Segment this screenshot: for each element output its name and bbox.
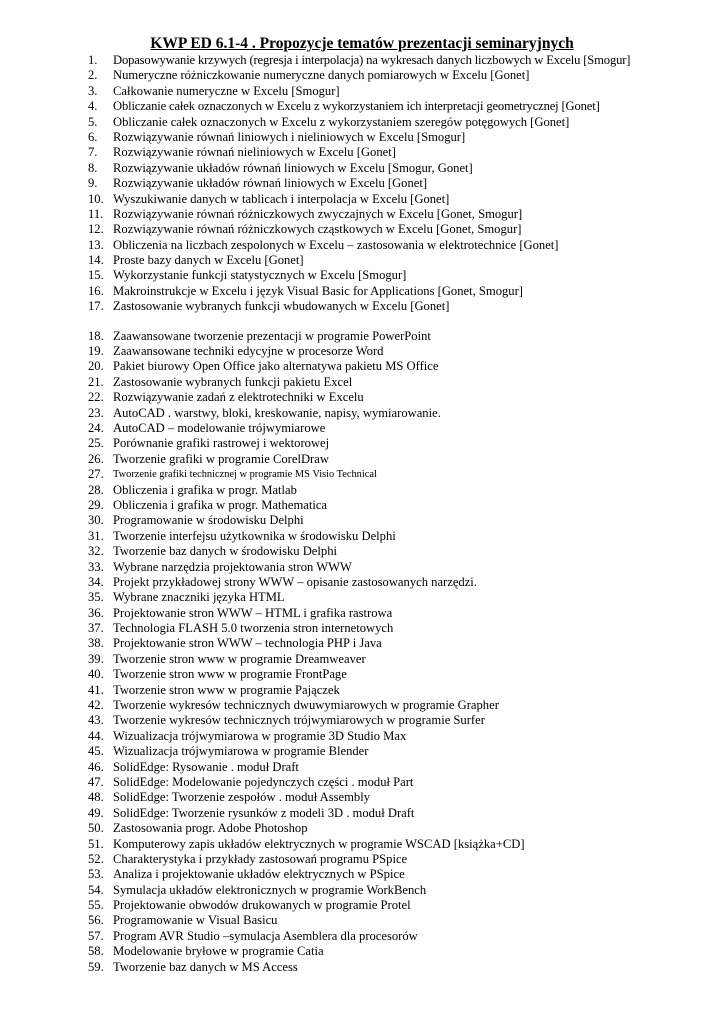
topic-text: Wybrane znaczniki języka HTML xyxy=(113,590,285,605)
topic-item xyxy=(0,790,724,805)
document-title-text: KWP ED 6.1-4 . Propozycje tematów prezentacji seminaryjnych xyxy=(150,35,574,52)
topic-text: Tworzenie interfejsu użytkownika w środowisku Delphi xyxy=(113,528,396,543)
topic-text: Rozwiązywanie układów równań liniowych w Excelu [Smogur, Gonet] xyxy=(113,160,473,175)
topic-number: 28. xyxy=(88,482,104,497)
topic-item xyxy=(0,760,724,775)
topic-item xyxy=(0,344,724,359)
topic-text: Tworzenie wykresów technicznych trójwymiarowych w programie Surfer xyxy=(113,713,485,728)
topic-item xyxy=(0,544,724,559)
topic-item xyxy=(0,775,724,790)
topic-number: 23. xyxy=(88,405,104,420)
topic-text: Proste bazy danych w Excelu [Gonet] xyxy=(113,253,304,268)
topic-text: Tworzenie stron www w programie Dreamweaver xyxy=(113,651,366,666)
topic-number: 51. xyxy=(88,836,104,851)
topic-number: 3. xyxy=(88,83,98,98)
topic-text: Zaawansowane tworzenie prezentacji w programie PowerPoint xyxy=(113,328,431,343)
topic-text: Programowanie w środowisku Delphi xyxy=(113,513,304,528)
topic-item xyxy=(0,207,724,222)
topic-number: 50. xyxy=(88,821,104,836)
topic-item xyxy=(0,161,724,176)
topic-item xyxy=(0,590,724,605)
topic-number: 38. xyxy=(88,636,104,651)
topic-item xyxy=(0,529,724,544)
topic-text: Komputerowy zapis układów elektrycznych w programie WSCAD [książka+CD] xyxy=(113,836,525,851)
topic-number: 11. xyxy=(88,206,104,221)
topic-number: 2. xyxy=(88,68,98,83)
topic-text: Zastosowanie wybranych funkcji wbudowanych w Excelu [Gonet] xyxy=(113,299,450,314)
topic-item xyxy=(0,406,724,421)
topic-number: 16. xyxy=(88,283,104,298)
topic-text: Dopasowywanie krzywych (regresja i interpolacja) na wykresach danych liczbowych w Excelu [Smogur] xyxy=(113,53,631,67)
topic-text: Projekt przykładowej strony WWW – opisanie zastosowanych narzędzi. xyxy=(113,574,477,589)
topic-item xyxy=(0,852,724,867)
topic-number: 52. xyxy=(88,851,104,866)
topic-text: Symulacja układów elektronicznych w programie WorkBench xyxy=(113,882,427,897)
topic-number: 7. xyxy=(88,145,98,160)
topic-text: Technologia FLASH 5.0 tworzenia stron internetowych xyxy=(113,621,394,636)
topic-item xyxy=(0,929,724,944)
topic-text: Analiza i projektowanie układów elektrycznych w PSpice xyxy=(113,867,405,882)
topic-text: Numeryczne różniczkowanie numeryczne danych pomiarowych w Excelu [Gonet] xyxy=(113,68,530,83)
topic-item xyxy=(0,115,724,130)
topic-text: Tworzenie stron www w programie FrontPage xyxy=(113,667,347,682)
topic-text: Charakterystyka i przykłady zastosowań programu PSpice xyxy=(113,851,408,866)
topic-text: Tworzenie grafiki w programie CorelDraw xyxy=(113,451,329,466)
topic-item xyxy=(0,513,724,528)
topic-text: Wizualizacja trójwymiarowa w programie Blender xyxy=(113,744,369,759)
topic-text: Rozwiązywanie zadań z elektrotechniki w Excelu xyxy=(113,390,364,405)
topic-number: 24. xyxy=(88,420,104,435)
topic-number: 41. xyxy=(88,682,104,697)
topic-item xyxy=(0,944,724,959)
topic-number: 12. xyxy=(88,222,104,237)
topic-text: Rozwiązywanie równań różniczkowych zwyczajnych w Excelu [Gonet, Smogur] xyxy=(113,206,523,221)
topic-text: Tworzenie wykresów technicznych dwuwymiarowych w programie Grapher xyxy=(113,698,499,713)
document-title xyxy=(0,34,724,53)
topic-item xyxy=(0,821,724,836)
topic-number: 20. xyxy=(88,359,104,374)
topic-number: 30. xyxy=(88,513,104,528)
topic-item xyxy=(0,883,724,898)
topic-number: 6. xyxy=(88,129,98,144)
topic-number: 26. xyxy=(88,451,104,466)
topic-number: 32. xyxy=(88,544,104,559)
topic-text: Tworzenie baz danych w MS Access xyxy=(113,959,298,974)
topic-number: 5. xyxy=(88,114,98,129)
topic-text: SolidEdge: Modelowanie pojedynczych części . moduł Part xyxy=(113,774,414,789)
topic-item xyxy=(0,606,724,621)
topic-number: 43. xyxy=(88,713,104,728)
topic-number: 19. xyxy=(88,344,104,359)
topic-text: Rozwiązywanie układów równań liniowych w Excelu [Gonet] xyxy=(113,176,428,191)
topic-number: 8. xyxy=(88,160,98,175)
topic-text: Projektowanie stron WWW – HTML i grafika rastrowa xyxy=(113,605,393,620)
topic-text: Tworzenie grafiki technicznej w programie MS Visio Technical xyxy=(113,469,377,481)
topic-item xyxy=(0,68,724,83)
topic-number: 44. xyxy=(88,728,104,743)
topic-number: 56. xyxy=(88,913,104,928)
topic-number: 29. xyxy=(88,497,104,512)
topic-number: 45. xyxy=(88,744,104,759)
topic-item xyxy=(0,483,724,498)
topic-item xyxy=(0,652,724,667)
topic-text: Obliczenia na liczbach zespolonych w Excelu – zastosowania w elektrotechnice [Gonet] xyxy=(113,237,559,252)
topic-number: 25. xyxy=(88,436,104,451)
topic-number: 46. xyxy=(88,759,104,774)
topic-number: 37. xyxy=(88,621,104,636)
topic-number: 57. xyxy=(88,928,104,943)
topic-number: 36. xyxy=(88,605,104,620)
topic-item xyxy=(0,467,724,482)
topic-number: 13. xyxy=(88,237,104,252)
topic-item xyxy=(0,421,724,436)
topic-text: Wykorzystanie funkcji statystycznych w Excelu [Smogur] xyxy=(113,268,407,283)
topic-text: Makroinstrukcje w Excelu i język Visual Basic for Applications [Gonet, Smogur] xyxy=(113,283,523,298)
topic-item xyxy=(0,299,724,314)
topic-number: 15. xyxy=(88,268,104,283)
topic-number: 22. xyxy=(88,390,104,405)
topic-number: 55. xyxy=(88,898,104,913)
topic-number: 4. xyxy=(88,99,98,114)
topic-item xyxy=(0,867,724,882)
topic-item xyxy=(0,560,724,575)
topic-item xyxy=(0,636,724,651)
topic-number: 17. xyxy=(88,299,104,314)
topic-text: Projektowanie obwodów drukowanych w programie Protel xyxy=(113,898,411,913)
topic-item xyxy=(0,683,724,698)
topic-item xyxy=(0,960,724,975)
topic-text: Rozwiązywanie równań różniczkowych cząstkowych w Excelu [Gonet, Smogur] xyxy=(113,222,522,237)
topic-item xyxy=(0,176,724,191)
topic-text: Projektowanie stron WWW – technologia PHP i Java xyxy=(113,636,382,651)
topic-text: Wyszukiwanie danych w tablicach i interpolacja w Excelu [Gonet] xyxy=(113,191,450,206)
topic-number: 21. xyxy=(88,374,104,389)
topic-text: Obliczenia i grafika w progr. Mathematica xyxy=(113,497,328,512)
topic-text: Wizualizacja trójwymiarowa w programie 3D Studio Max xyxy=(113,728,407,743)
topic-item xyxy=(0,53,724,68)
topic-item xyxy=(0,436,724,451)
topic-text: SolidEdge: Tworzenie rysunków z modeli 3D . moduł Draft xyxy=(113,805,415,820)
topic-number: 58. xyxy=(88,944,104,959)
topic-item xyxy=(0,913,724,928)
topic-number: 10. xyxy=(88,191,104,206)
topic-text: Obliczanie całek oznaczonych w Excelu z wykorzystaniem szeregów potęgowych [Gonet] xyxy=(113,114,570,129)
topic-item xyxy=(0,130,724,145)
topic-text: Zaawansowane techniki edycyjne w procesorze Word xyxy=(113,344,384,359)
topic-item xyxy=(0,84,724,99)
topic-item xyxy=(0,238,724,253)
topic-text: Całkowanie numeryczne w Excelu [Smogur] xyxy=(113,83,340,98)
topic-item xyxy=(0,192,724,207)
topic-text: Program AVR Studio –symulacja Asemblera dla procesorów xyxy=(113,928,418,943)
topic-number: 18. xyxy=(88,328,104,343)
topic-item xyxy=(0,575,724,590)
topic-text: AutoCAD – modelowanie trójwymiarowe xyxy=(113,420,326,435)
topic-item xyxy=(0,806,724,821)
topic-text: Rozwiązywanie równań liniowych i nieliniowych w Excelu [Smogur] xyxy=(113,129,466,144)
topic-item xyxy=(0,698,724,713)
topic-number: 49. xyxy=(88,805,104,820)
topic-item xyxy=(0,713,724,728)
topic-item xyxy=(0,621,724,636)
topic-item xyxy=(0,268,724,283)
topic-number: 35. xyxy=(88,590,104,605)
topic-number: 31. xyxy=(88,528,104,543)
topic-item xyxy=(0,837,724,852)
topic-number: 9. xyxy=(88,176,98,191)
topic-text: Obliczenia i grafika w progr. Matlab xyxy=(113,482,297,497)
topic-text: Modelowanie bryłowe w programie Catia xyxy=(113,944,324,959)
topic-number: 47. xyxy=(88,774,104,789)
topic-item xyxy=(0,145,724,160)
topic-number: 1. xyxy=(88,53,98,67)
topic-text: Tworzenie baz danych w środowisku Delphi xyxy=(113,544,337,559)
topic-number: 59. xyxy=(88,959,104,974)
topic-number: 27. xyxy=(88,467,104,482)
topic-text: Wybrane narzędzia projektowania stron WWW xyxy=(113,559,352,574)
topic-item xyxy=(0,898,724,913)
topic-text: SolidEdge: Rysowanie . moduł Draft xyxy=(113,759,299,774)
topic-item xyxy=(0,222,724,237)
topic-number: 53. xyxy=(88,867,104,882)
topic-text: Porównanie grafiki rastrowej i wektorowej xyxy=(113,436,330,451)
topic-number: 42. xyxy=(88,698,104,713)
topic-text: Zastosowanie wybranych funkcji pakietu Excel xyxy=(113,374,353,389)
topic-number: 39. xyxy=(88,651,104,666)
topic-item xyxy=(0,390,724,405)
topic-text: SolidEdge: Tworzenie zespołów . moduł Assembly xyxy=(113,790,371,805)
topic-text: AutoCAD . warstwy, bloki, kreskowanie, napisy, wymiarowanie. xyxy=(113,405,441,420)
topic-text: Obliczanie całek oznaczonych w Excelu z wykorzystaniem ich interpretacji geometrycznej [Gonet] xyxy=(113,99,600,114)
topic-text: Programowanie w Visual Basicu xyxy=(113,913,278,928)
topic-text: Zastosowania progr. Adobe Photoshop xyxy=(113,821,308,836)
topic-item xyxy=(0,359,724,374)
topic-item xyxy=(0,253,724,268)
topic-number: 33. xyxy=(88,559,104,574)
topic-item xyxy=(0,284,724,299)
topic-item xyxy=(0,744,724,759)
topic-text: Tworzenie stron www w programie Pajączek xyxy=(113,682,340,697)
topic-text: Pakiet biurowy Open Office jako alternatywa pakietu MS Office xyxy=(113,359,439,374)
topic-number: 34. xyxy=(88,574,104,589)
topic-item xyxy=(0,329,724,344)
topic-item xyxy=(0,99,724,114)
topic-number: 14. xyxy=(88,253,104,268)
topic-number: 54. xyxy=(88,882,104,897)
topic-item xyxy=(0,667,724,682)
topic-list xyxy=(0,53,724,975)
topic-item xyxy=(0,498,724,513)
topic-text: Rozwiązywanie równań nieliniowych w Excelu [Gonet] xyxy=(113,145,396,160)
topic-item xyxy=(0,452,724,467)
topic-number: 48. xyxy=(88,790,104,805)
topic-item xyxy=(0,375,724,390)
topic-item xyxy=(0,729,724,744)
topic-number: 40. xyxy=(88,667,104,682)
